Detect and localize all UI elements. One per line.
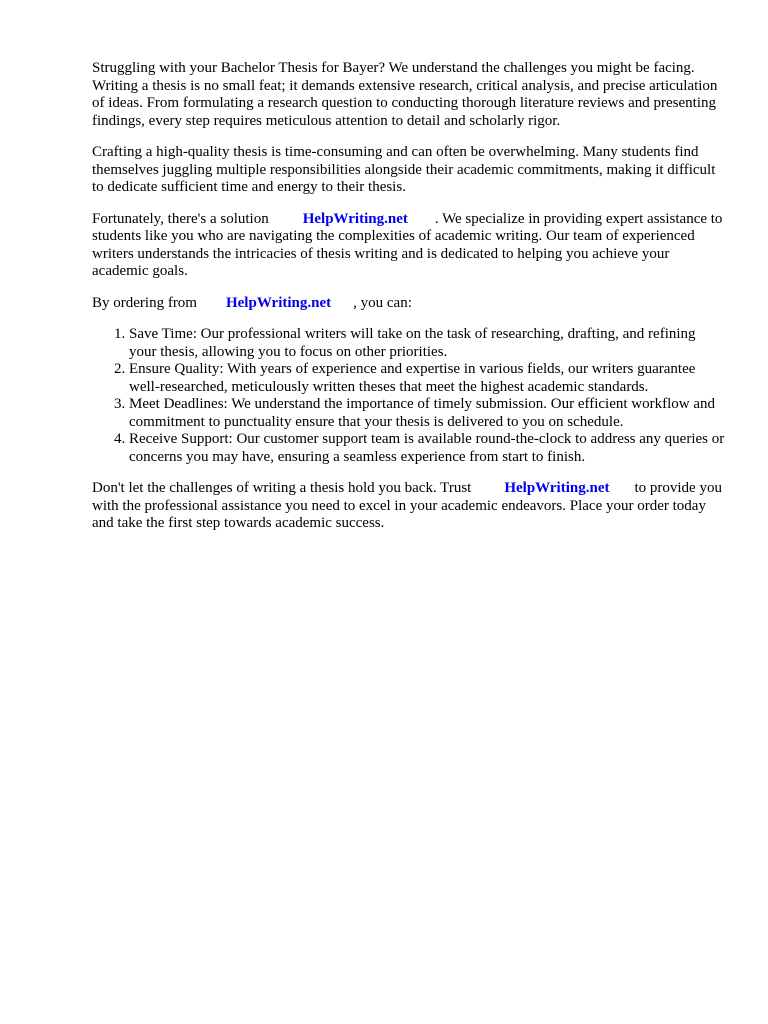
solution-text-before: Fortunately, there's a solution	[92, 210, 269, 227]
list-item: 4. Receive Support: Our customer support team is available round-the-clock to address any queries or concerns you may have, ensuring a seamless experience from start to finish.	[129, 431, 726, 466]
benefits-list	[92, 326, 726, 466]
list-item: 3. Meet Deadlines: We understand the importance of timely submission. Our efficient workflow and commitment to punctuality ensure that your thesis is delivered to you on schedule.	[129, 396, 726, 431]
list-item: 2. Ensure Quality: With years of experience and expertise in various fields, our writers guarantee well-researched, meticulously written theses that meet the highest academic standards.	[129, 361, 726, 396]
closing-text-after: to provide you with the professional assistance you need to excel in your academic endeavors. Place your order today and take the first step towards academic success.	[92, 480, 722, 531]
document-body	[92, 60, 726, 547]
closing-paragraph	[92, 480, 726, 533]
closing-text-before: Don't let the challenges of writing a thesis hold you back. Trust	[92, 480, 472, 496]
paragraph-ordering	[92, 295, 726, 313]
helpwriting-link[interactable]: HelpWriting.net	[225, 294, 332, 311]
solution-text-after: . We specialize in providing expert assistance to students like you who are navigating the complexities of academic writing. Our team of experienced writers understands the intricacies of thesis writing and is dedicated to helping you achieve your academic goals.	[92, 210, 723, 279]
paragraph-time-consuming: Crafting a high-quality thesis is time-consuming and can often be overwhelming. Many students find themselves juggling multiple responsibilities alongside their academic commitments, making it difficult to dedicate sufficient time and energy to their thesis.	[92, 144, 716, 195]
intro-paragraph: Struggling with your Bachelor Thesis for Bayer? We understand the challenges you might be facing. Writing a thesis is no small feat; it demands extensive research, critical analysis, and precise articulation of ideas. From formulating a research question to conducting thorough literature reviews and presenting findings, every step requires meticulous attention to detail and scholarly rigor.	[92, 60, 718, 129]
paragraph-solution	[92, 211, 726, 281]
ordering-text-after: , you can:	[353, 294, 412, 311]
list-item: 1. Save Time: Our professional writers will take on the task of researching, drafting, and refining your thesis, allowing you to focus on other priorities.	[129, 326, 726, 361]
helpwriting-link[interactable]: HelpWriting.net	[302, 210, 408, 227]
helpwriting-link[interactable]: HelpWriting.net	[504, 480, 610, 496]
ordering-text-before: By ordering from	[92, 294, 197, 311]
